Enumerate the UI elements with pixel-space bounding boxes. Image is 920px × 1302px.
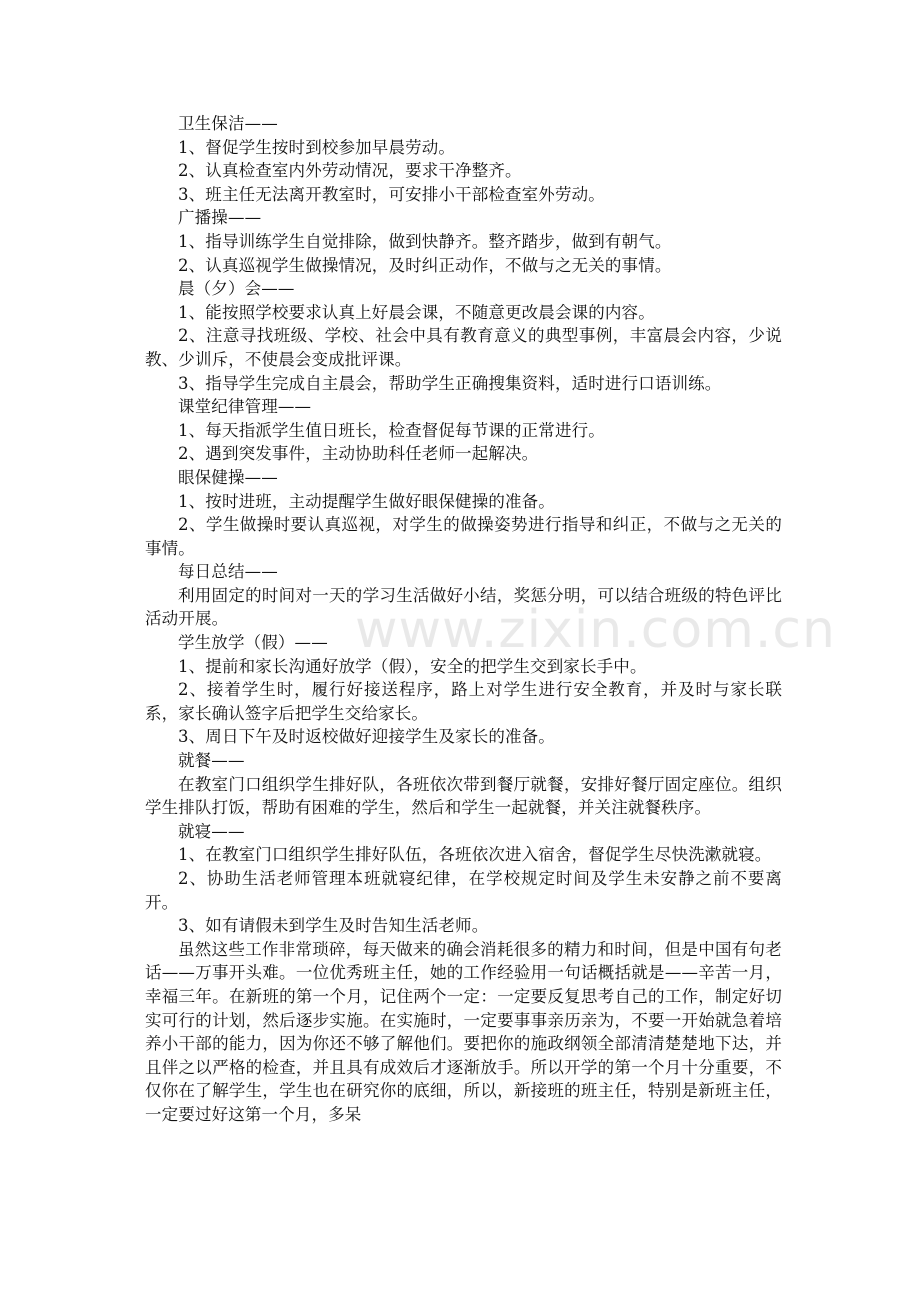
paragraph: 1、指导训练学生自觉排除，做到快静齐。整齐踏步，做到有朝气。	[178, 231, 672, 251]
paragraph: 1、能按照学校要求认真上好晨会课，不随意更改晨会课的内容。	[178, 302, 655, 322]
paragraph: 3、指导学生完成自主晨会，帮助学生正确搜集资料，适时进行口语训练。	[178, 373, 722, 393]
section-heading-dining: 就餐——	[178, 751, 245, 771]
paragraph: 2、接着学生时，履行好接送程序，路上对学生进行安全教育，并及时与家长联系，家长确认签字后把学生交给家长。	[145, 680, 782, 723]
watermark: www.zixin.com.cn	[355, 600, 836, 660]
paragraph: 1、每天指派学生值日班长，检查督促每节课的正常进行。	[178, 420, 605, 440]
paragraph: 2、认真巡视学生做操情况，及时纠正动作，不做与之无关的事情。	[178, 255, 672, 275]
section-heading-classroom-discipline: 课堂纪律管理——	[178, 397, 312, 417]
paragraph: 2、注意寻找班级、学校、社会中具有教育意义的典型事例，丰富晨会内容，少说教、少训斥，不使晨会变成批评课。	[145, 326, 782, 369]
paragraph-closing: 虽然这些工作非常琐碎，每天做来的确会消耗很多的精力和时间，但是中国有句老话——万事开头难。一位优秀班主任，她的工作经验用一句话概括就是——辛苦一月，幸福三年。在新班的第一个月，记住两个一定：一定要反复思考自己的工作，制定好切实可行的计划，然后逐步实施。在实施时，一定要事事亲历亲为，不要一开始就急着培养小干部的能力，因为你还不够了解他们。要把你的施政纲领全部清清楚楚地下达，并且伴之以严格的检查，并且具有成效后才逐渐放手。所以开学的第一个月十分重要，不仅你在了解学生，学生也在研究你的底细，所以，新接班的班主任，特别是新班主任，一定要过好这第一个月，多呆	[145, 939, 782, 1124]
paragraph: 3、如有请假未到学生及时告知生活老师。	[178, 916, 489, 936]
paragraph: 在教室门口组织学生排好队，各班依次带到餐厅就餐，安排好餐厅固定座位。组织学生排队打饭，帮助有困难的学生，然后和学生一起就餐，并关注就餐秩序。	[145, 774, 782, 818]
paragraph: 1、在教室门口组织学生排好队伍，各班依次进入宿舍，督促学生尽快洗漱就寝。	[178, 845, 772, 865]
paragraph: 2、学生做操时要认真巡视，对学生的做操姿势进行指导和纠正，不做与之无关的事情。	[145, 515, 782, 558]
document-body	[145, 112, 782, 1127]
paragraph: 1、督促学生按时到校参加早晨劳动。	[178, 137, 456, 157]
section-heading-bedtime: 就寝——	[178, 821, 245, 841]
paragraph: 利用固定的时间对一天的学习生活做好小结，奖惩分明，可以结合班级的特色评比活动开展。	[145, 585, 782, 629]
paragraph: 3、周日下午及时返校做好迎接学生及家长的准备。	[178, 727, 555, 747]
section-heading-morning-meeting: 晨（夕）会——	[178, 279, 295, 299]
paragraph: 1、提前和家长沟通好放学（假），安全的把学生交到家长手中。	[178, 656, 647, 676]
section-heading-sanitation: 卫生保洁——	[178, 114, 278, 133]
paragraph: 3、班主任无法离开教室时，可安排小干部检查室外劳动。	[178, 184, 605, 204]
paragraph: 2、认真检查室内外劳动情况，要求干净整齐。	[178, 161, 522, 181]
section-heading-daily-summary: 每日总结——	[178, 562, 278, 582]
paragraph: 2、遇到突发事件，主动协助科任老师一起解决。	[178, 444, 539, 464]
paragraph: 1、按时进班，主动提醒学生做好眼保健操的准备。	[178, 491, 555, 511]
section-heading-dismissal: 学生放学（假）——	[178, 633, 328, 653]
section-heading-eye-exercise: 眼保健操——	[178, 467, 278, 487]
paragraph: 2、协助生活老师管理本班就寝纪律，在学校规定时间及学生未安静之前不要离开。	[145, 869, 782, 912]
section-heading-exercise: 广播操——	[178, 208, 262, 228]
